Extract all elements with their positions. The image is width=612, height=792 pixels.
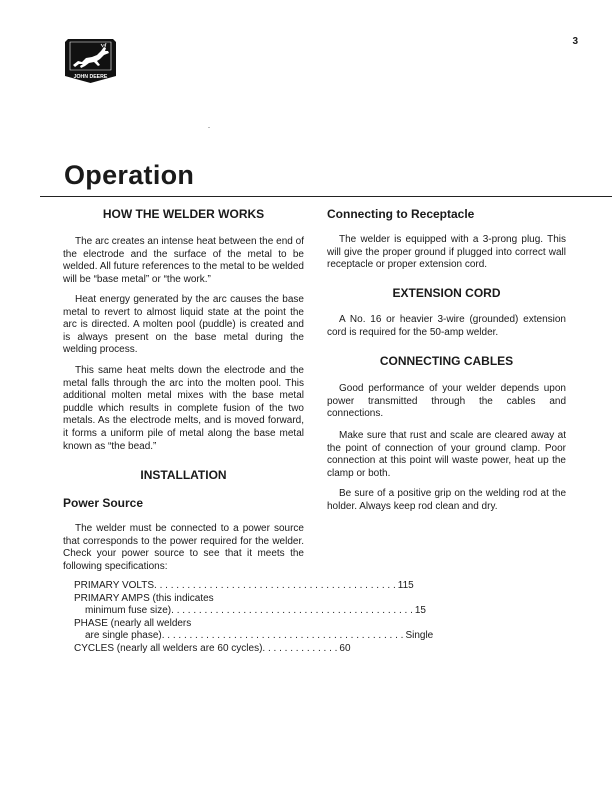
- cables-paragraph-1: [327, 383, 566, 421]
- spec-primary-amps-cont: [74, 605, 426, 618]
- how-paragraph-3-text: This same heat melts down the electrode and the metal falls through the arc into the molten pool. This additional molten metal mixes with the base metal puddle which results in complete fusion of the two metals. As the electrode melts, and is moved forward, it forms a uniform pile of metal along the base metal known as “the bead.”: [63, 365, 304, 452]
- extension-cord-heading: EXTENSION CORD: [392, 286, 501, 300]
- how-paragraph-2: [63, 294, 304, 357]
- receptacle-paragraph-text: The welder is equipped with a 3-prong plug. This will give the proper ground if plugged into correct wall receptacle or proper extension cord.: [327, 234, 566, 271]
- spec-amps-label2: minimum fuse size): [85, 605, 172, 617]
- john-deere-logo: [64, 38, 117, 84]
- receptacle-paragraph: [327, 234, 566, 272]
- cables-paragraph-1-text: Good performance of your welder depends upon power transmitted through the cables and connections.: [327, 383, 566, 420]
- spec-amps-value: 15: [414, 605, 426, 617]
- title-divider: [40, 196, 612, 197]
- spec-phase: [74, 618, 304, 631]
- spec-phase-label2: are single phase): [85, 630, 162, 642]
- leader-dots: . . . . . . . . . . . . . . . . . . . . . . . . . . . . . . . . . . . . . . . . . . . .: [171, 605, 413, 617]
- cables-paragraph-3: [327, 488, 566, 513]
- leader-dots: . . . . . . . . . . . . . . . . . . . . . . . . . . . . . . . . . . . . . . . . . . . .: [161, 630, 404, 642]
- scan-speck: [208, 127, 210, 128]
- extension-paragraph-text: A No. 16 or heavier 3-wire (grounded) extension cord is required for the 50-amp welder.: [327, 314, 566, 338]
- power-source-heading: Power Source: [63, 496, 144, 510]
- spec-cycles-label: CYCLES (nearly all welders are 60 cycles): [74, 642, 263, 654]
- how-paragraph-1-text: The arc creates an intense heat between the end of the electrode and the surface of the metal to be welded. All future references to the metal to be welded will be “base metal” or “the work.”: [63, 236, 304, 285]
- connecting-cables-heading: CONNECTING CABLES: [379, 354, 514, 368]
- extension-paragraph: [327, 314, 566, 339]
- specifications-list: [74, 580, 434, 656]
- cables-paragraph-2: [327, 430, 566, 480]
- connecting-receptacle-heading: Connecting to Receptacle: [327, 207, 475, 221]
- spec-phase-cont: [74, 630, 434, 643]
- spec-phase-value: Single: [405, 630, 434, 642]
- page-number: 3: [572, 36, 578, 47]
- spec-volts-value: 115: [397, 580, 414, 591]
- how-paragraph-1: [63, 236, 304, 286]
- leader-dots: . . . . . . . . . . . . . . . . . . . . . . . . . . . . . . . . . . . . . . . . . . . .: [154, 580, 396, 591]
- spec-primary-volts: [74, 580, 414, 593]
- how-paragraph-2-text: Heat energy generated by the arc causes the base metal to revert to almost liquid state at the point the arc is directed. A molten pool (puddle) is created and is always present on the base metal during the welding process.: [63, 294, 304, 356]
- cables-paragraph-3-text: Be sure of a positive grip on the welding rod at the holder. Always keep rod clean and dry.: [327, 488, 566, 512]
- installation-heading: INSTALLATION: [140, 468, 227, 482]
- leader-dots: . . . . . . . . . . . . . .: [262, 642, 338, 654]
- how-welder-works-heading: HOW THE WELDER WORKS: [102, 207, 265, 221]
- power-paragraph: [63, 523, 304, 573]
- page-title: Operation: [64, 160, 195, 190]
- spec-volts-label: PRIMARY VOLTS: [74, 580, 155, 591]
- spec-phase-label: PHASE (nearly all welders: [74, 617, 192, 629]
- how-paragraph-3: [63, 365, 304, 453]
- spec-primary-amps: [74, 593, 304, 606]
- spec-cycles: [74, 642, 351, 656]
- cables-paragraph-2-text: Make sure that rust and scale are cleared away at the point of connection of your ground clamp. Poor connection at this point will waste power, heat up the clamp or both.: [327, 430, 566, 479]
- spec-amps-label: PRIMARY AMPS (this indicates: [74, 592, 214, 604]
- logo-text: JOHN DEERE: [73, 74, 108, 80]
- spec-cycles-value: 60: [339, 642, 351, 654]
- power-paragraph-text: The welder must be connected to a power source that corresponds to the power required for the welder. Check your power source to see that it meets the following specifications:: [63, 523, 304, 572]
